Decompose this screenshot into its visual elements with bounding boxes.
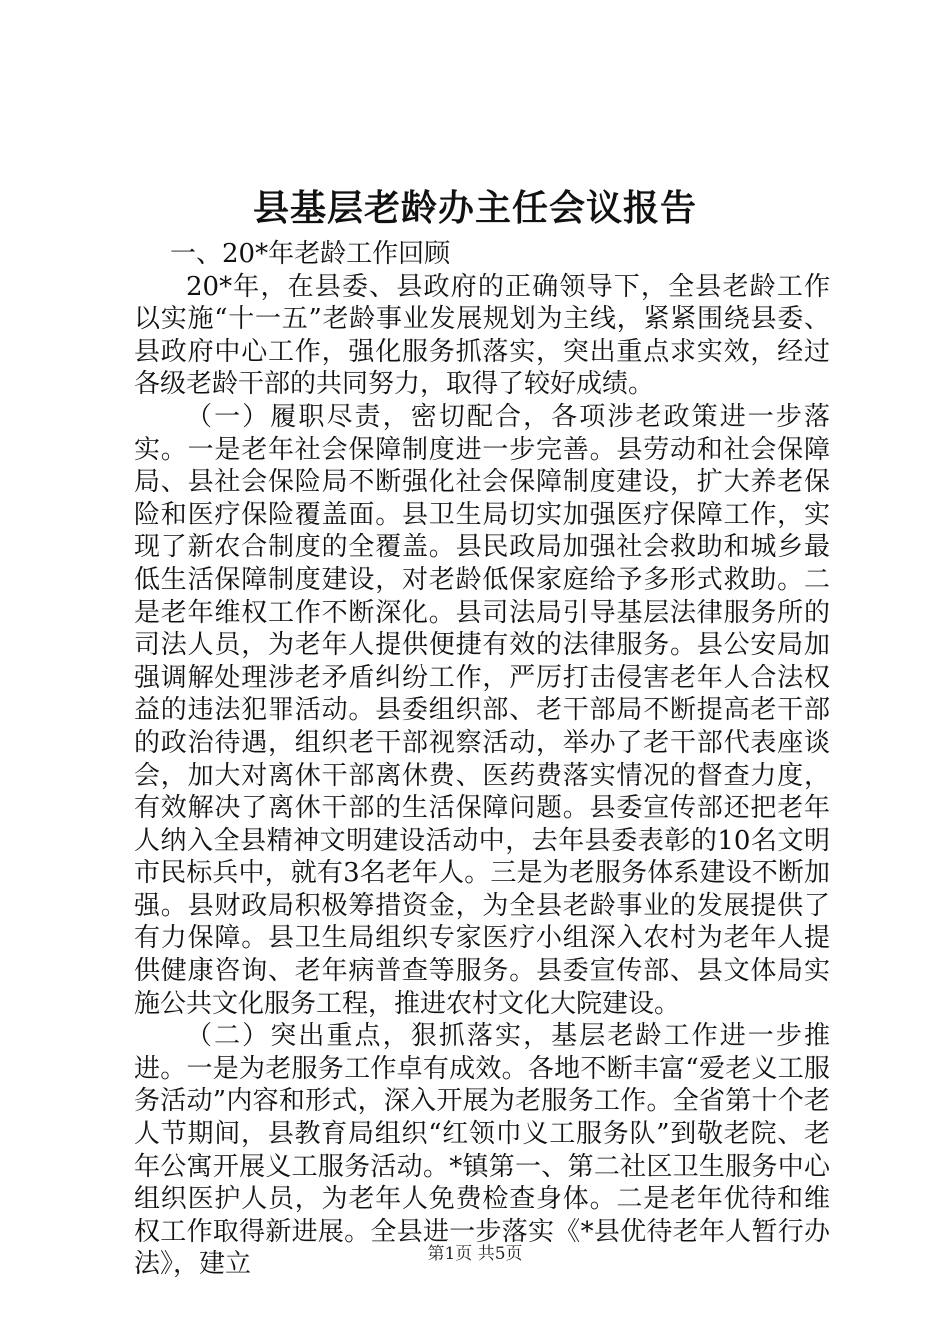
page-number-footer: 第1页 共5页: [427, 1244, 523, 1264]
body-paragraph: （一）履职尽责，密切配合，各项涉老政策进一步落实。一是老年社会保障制度进一步完善。县劳动和社会保障局、县社会保险局不断强化社会保障制度建设，扩大养老保险和医疗保险覆盖面。县卫生局切实加强医疗保障工作，实现了新农合制度的全覆盖。县民政局加强社会救助和城乡最低生活保障制度建设，对老龄低保家庭给予多形式救助。二是老年维权工作不断深化。县司法局引导基层法律服务所的司法人员，为老年人提供便捷有效的法律服务。县公安局加强调解处理涉老矛盾纠纷工作，严厉打击侵害老年人合法权益的违法犯罪活动。县委组织部、老干部局不断提高老干部的政治待遇，组织老干部视察活动，举办了老干部代表座谈会，加大对离休干部离休费、医药费落实情况的督查力度，有效解决了离休干部的生活保障问题。县委宣传部还把老年人纳入全县精神文明建设活动中，去年县委表彰的10名文明市民标兵中，就有3名老年人。三是为老服务体系建设不断加强。县财政局积极筹措资金，为全县老龄事业的发展提供了有力保障。县卫生局组织专家医疗小组深入农村为老年人提供健康咨询、老年病普查等服务。县委宣传部、县文体局实施公共文化服务工程，推进农村文化大院建设。: [134, 401, 830, 1019]
body-paragraph: 20*年，在县委、县政府的正确领导下，全县老龄工作以实施“十一五”老龄事业发展规划为主线，紧紧围绕县委、县政府中心工作，强化服务抓落实，突出重点求实效，经过各级老龄干部的共同努力，取得了较好成绩。: [134, 271, 830, 400]
document-title: 县基层老龄办主任会议报告: [252, 187, 697, 229]
section-heading: 一、20*年老龄工作回顾: [170, 239, 451, 269]
document-body: [134, 238, 830, 1281]
body-paragraph: （二）突出重点，狠抓落实，基层老龄工作进一步推进。一是为老服务工作卓有成效。各地不断丰富“爱老义工服务活动”内容和形式，深入开展为老服务工作。全省第十个老人节期间，县教育局组织“红领巾义工服务队”到敬老院、老年公寓开展义工服务活动。*镇第一、第二社区卫生服务中心组织医护人员，为老年人免费检查身体。二是老年优待和维权工作取得新进展。全县进一步落实《*县优待老年人暂行办法》，建立: [134, 1021, 830, 1280]
